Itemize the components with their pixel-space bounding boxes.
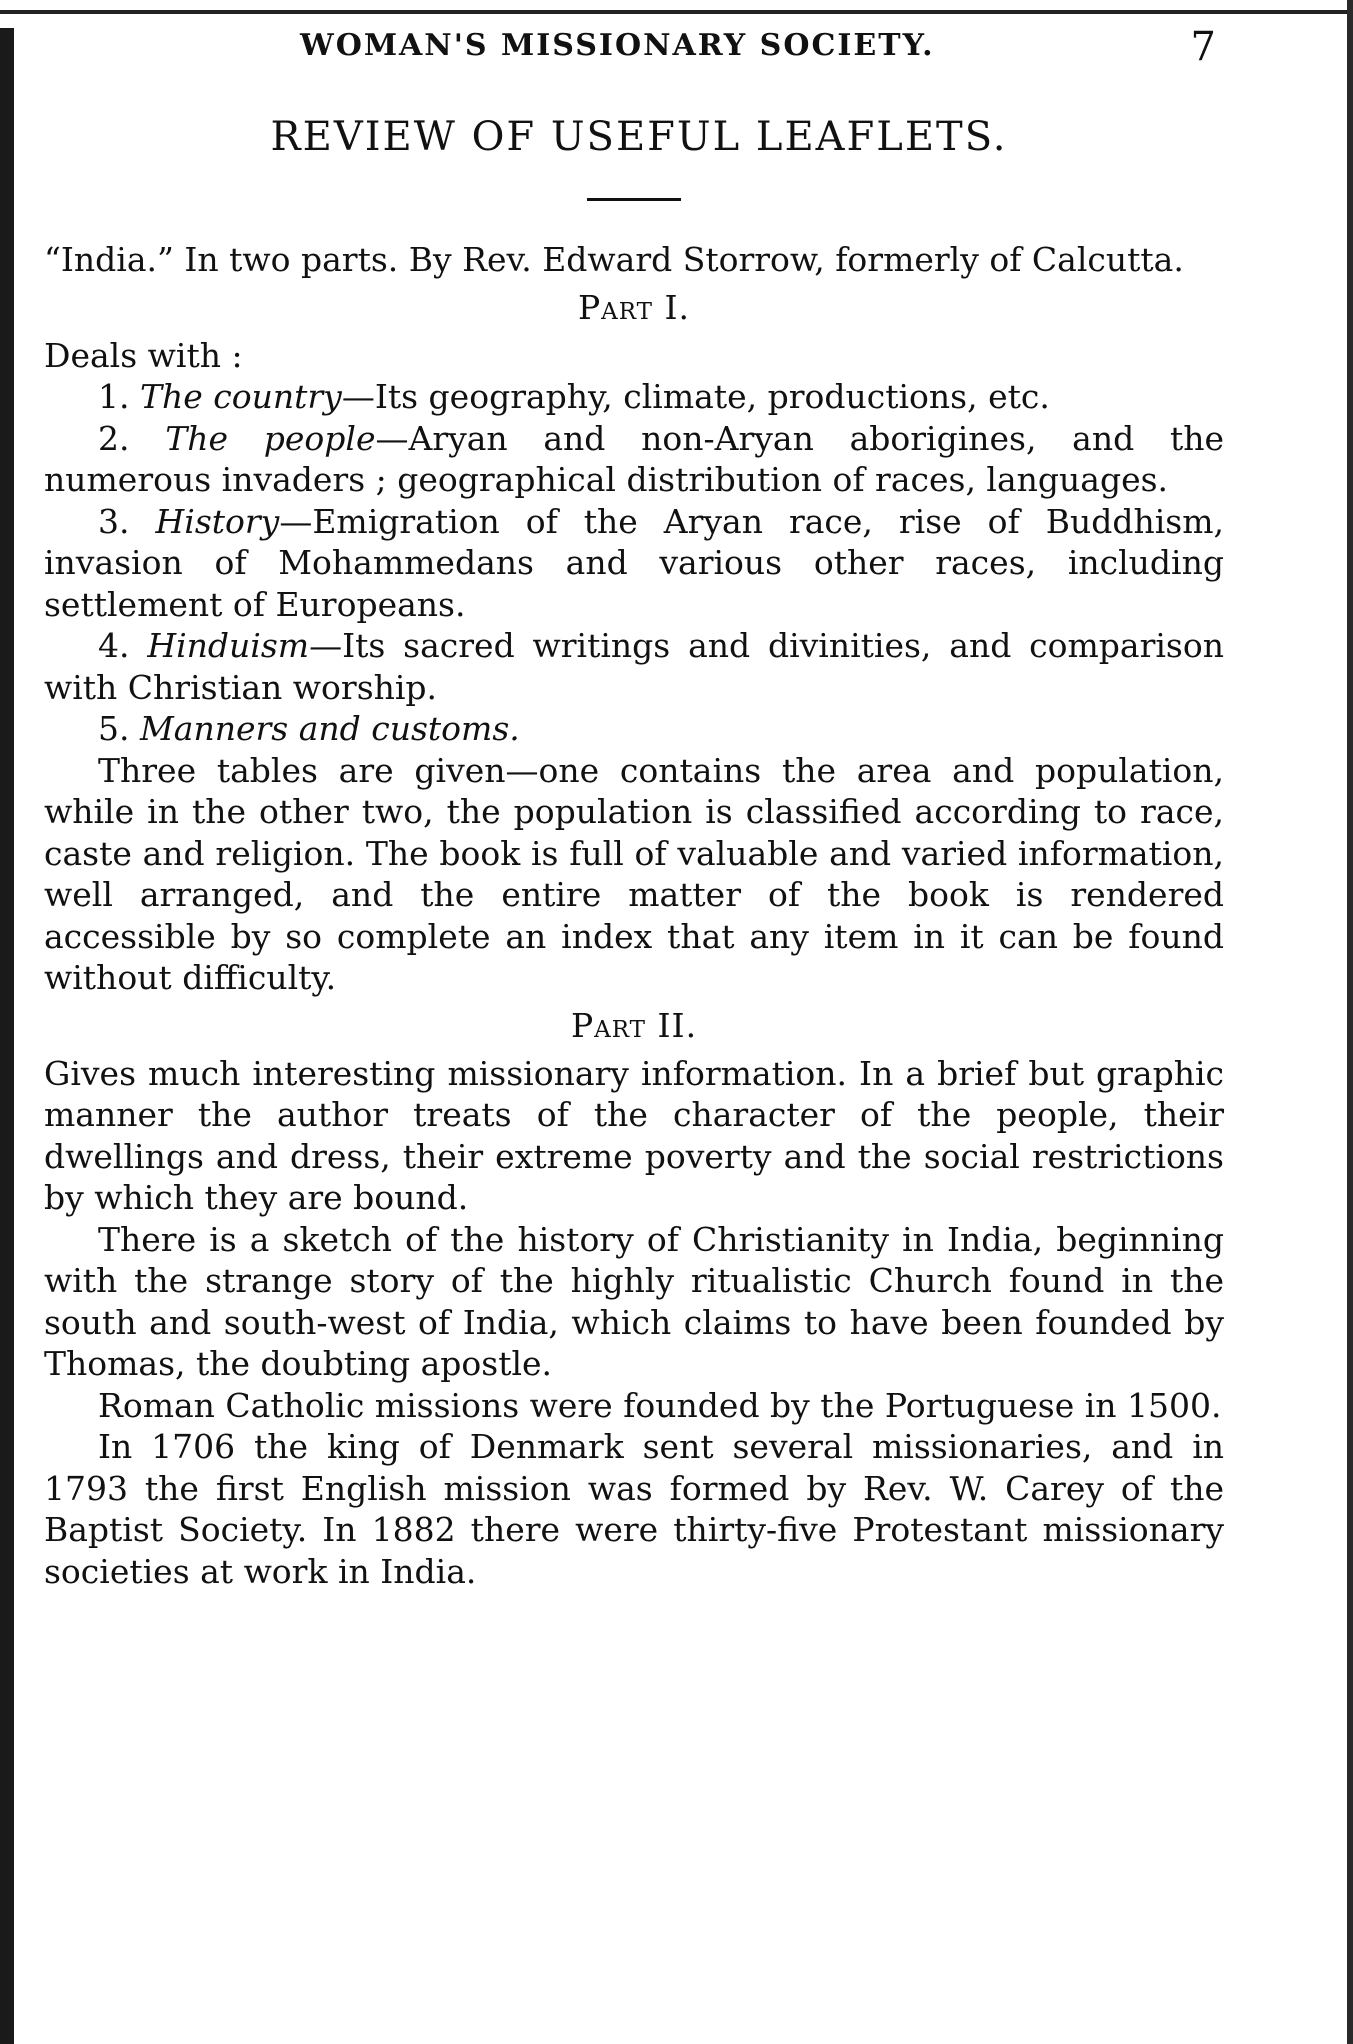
list-item (44, 376, 1224, 418)
item-label: The people (165, 418, 376, 458)
page-number: 7 (1190, 24, 1216, 70)
running-head (44, 14, 1224, 74)
item-text: —Its geography, climate, productions, etc. (341, 377, 1050, 416)
item-text: —Emigration of the Aryan race, rise of Buddhism, invasion of Mohammedans and various other races, including settlement of Europeans. (44, 501, 1224, 624)
list-item (44, 418, 1224, 501)
item-label: History (155, 501, 280, 541)
item-label: Manners and customs. (140, 709, 520, 748)
page-edge-right (1347, 0, 1353, 2044)
list-item (44, 708, 1224, 750)
part-two-heading: Part II. (570, 1005, 698, 1045)
item-text: —Its sacred writings and divinities, and comparison with Christian worship. (44, 626, 1224, 707)
list-item (44, 501, 1224, 626)
deals-with-label: Deals with : (44, 335, 243, 375)
title-rule (587, 198, 681, 201)
list-item (44, 625, 1224, 708)
binding-shadow (0, 28, 14, 2044)
text-block (44, 14, 1224, 1592)
part-one-heading: Part I. (577, 287, 691, 327)
item-label: Hinduism (147, 626, 310, 665)
running-title: WOMAN'S MISSIONARY SOCIETY. (300, 28, 935, 63)
item-number: 4. (98, 626, 130, 665)
body-paragraph: Roman Catholic missions were founded by the Portuguese in 1500. (98, 1385, 1222, 1425)
tables-paragraph: Three tables are given—one contains the area and population, while in the other two, the population is classified according to race, caste and religion. The book is full of valuable and varied information, well arranged, and the entire matter of the book is rendered accessible by so complete an index that any item in it can be found without difficulty. (44, 750, 1224, 997)
item-number: 1. (98, 377, 130, 416)
article-title: REVIEW OF USEFUL LEAFLETS. (270, 114, 1008, 160)
body-paragraph: There is a sketch of the history of Christianity in India, beginning with the strange story of the highly ritualistic Church found in the south and south-west of India, which claims to have been founded by Thomas, the doubting apostle. (44, 1219, 1224, 1383)
body-paragraph: Gives much interesting missionary information. In a brief but graphic manner the author treats of the character of the people, their dwellings and dress, their extreme poverty and the social restrictions by which they are bound. (44, 1053, 1224, 1217)
item-text: —Aryan and non-Aryan aborigines, and the numerous invaders ; geographical distribution of races, languages. (44, 418, 1225, 499)
body-paragraph: In 1706 the king of Denmark sent several missionaries, and in 1793 the first English mission was formed by Rev. W. Carey of the Baptist Society. In 1882 there were thirty-five Protestant missionary societies at work in India. (44, 1427, 1224, 1591)
item-number: 3. (98, 501, 130, 541)
item-number: 5. (98, 709, 130, 748)
item-label: The country (140, 377, 342, 416)
item-number: 2. (98, 418, 130, 458)
intro-paragraph: “India.” In two parts. By Rev. Edward Storrow, formerly of Calcutta. (44, 240, 1184, 279)
